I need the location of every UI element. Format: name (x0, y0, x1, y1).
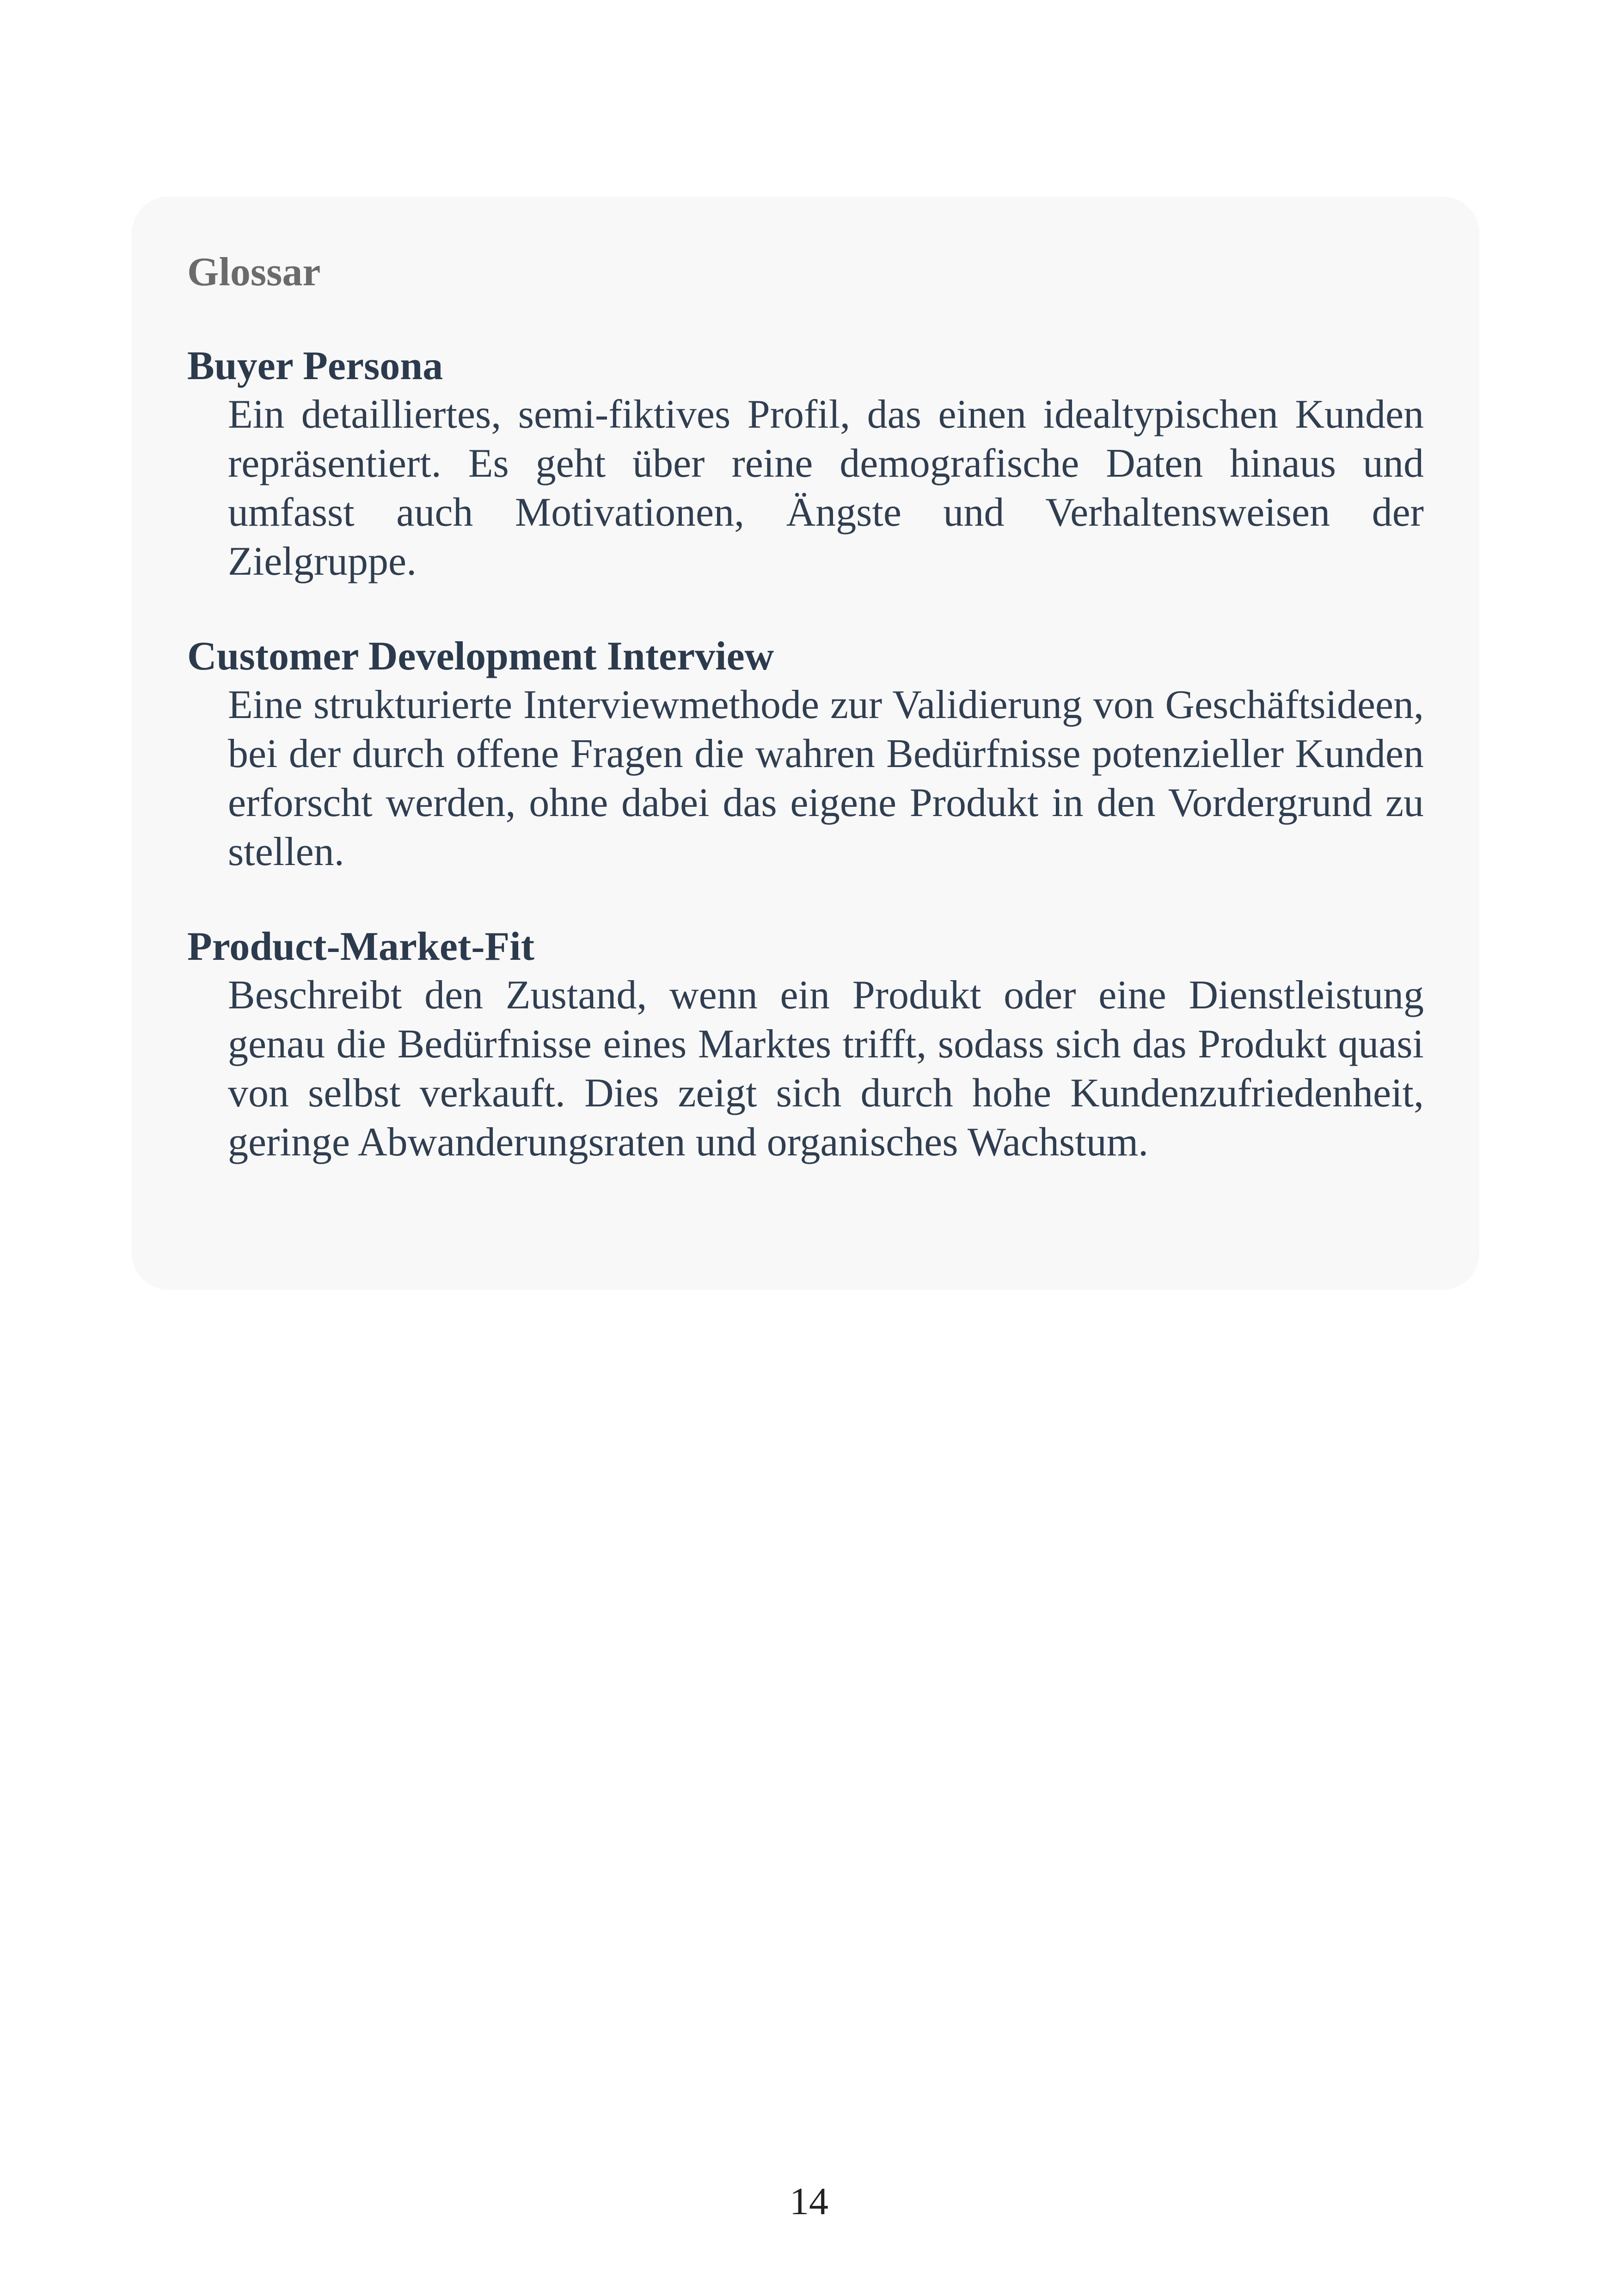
page-number: 14 (790, 2180, 828, 2223)
glossary-entry-buyer-persona (187, 342, 1424, 586)
glossary-definition: Ein detailliertes, semi-fiktives Profil, das einen idealtypischen Kunden repräsentiert. Es geht über reine demografische Daten hinaus und umfasst auch Motivationen, Ängste und Verhaltensweisen der Zielgruppe. (228, 392, 1424, 584)
glossary-definition: Beschreibt den Zustand, wenn ein Produkt oder eine Dienstleistung genau die Bedürfnisse eines Marktes trifft, sodass sich das Produkt quasi von selbst verkauft. Dies zeigt sich durch hohe Kundenzufriedenheit, geringe Abwanderungsraten und organisches Wachstum. (228, 973, 1424, 1165)
glossary-term: Customer Development Interview (187, 634, 774, 679)
glossary-entry-customer-development-interview (187, 632, 1424, 877)
glossary-term: Buyer Persona (187, 344, 443, 388)
glossary-title: Glossar (187, 250, 321, 295)
glossary-entry-product-market-fit (187, 923, 1424, 1167)
glossary-term: Product-Market-Fit (187, 924, 535, 969)
glossary-box (132, 196, 1479, 1290)
glossary-definition: Eine strukturierte Interviewmethode zur Validierung von Geschäftsideen, bei der durch offene Fragen die wahren Bedürfnisse potenzieller Kunden erforscht werden, ohne dabei das eigene Produkt in den Vordergrund zu stellen. (228, 682, 1424, 874)
